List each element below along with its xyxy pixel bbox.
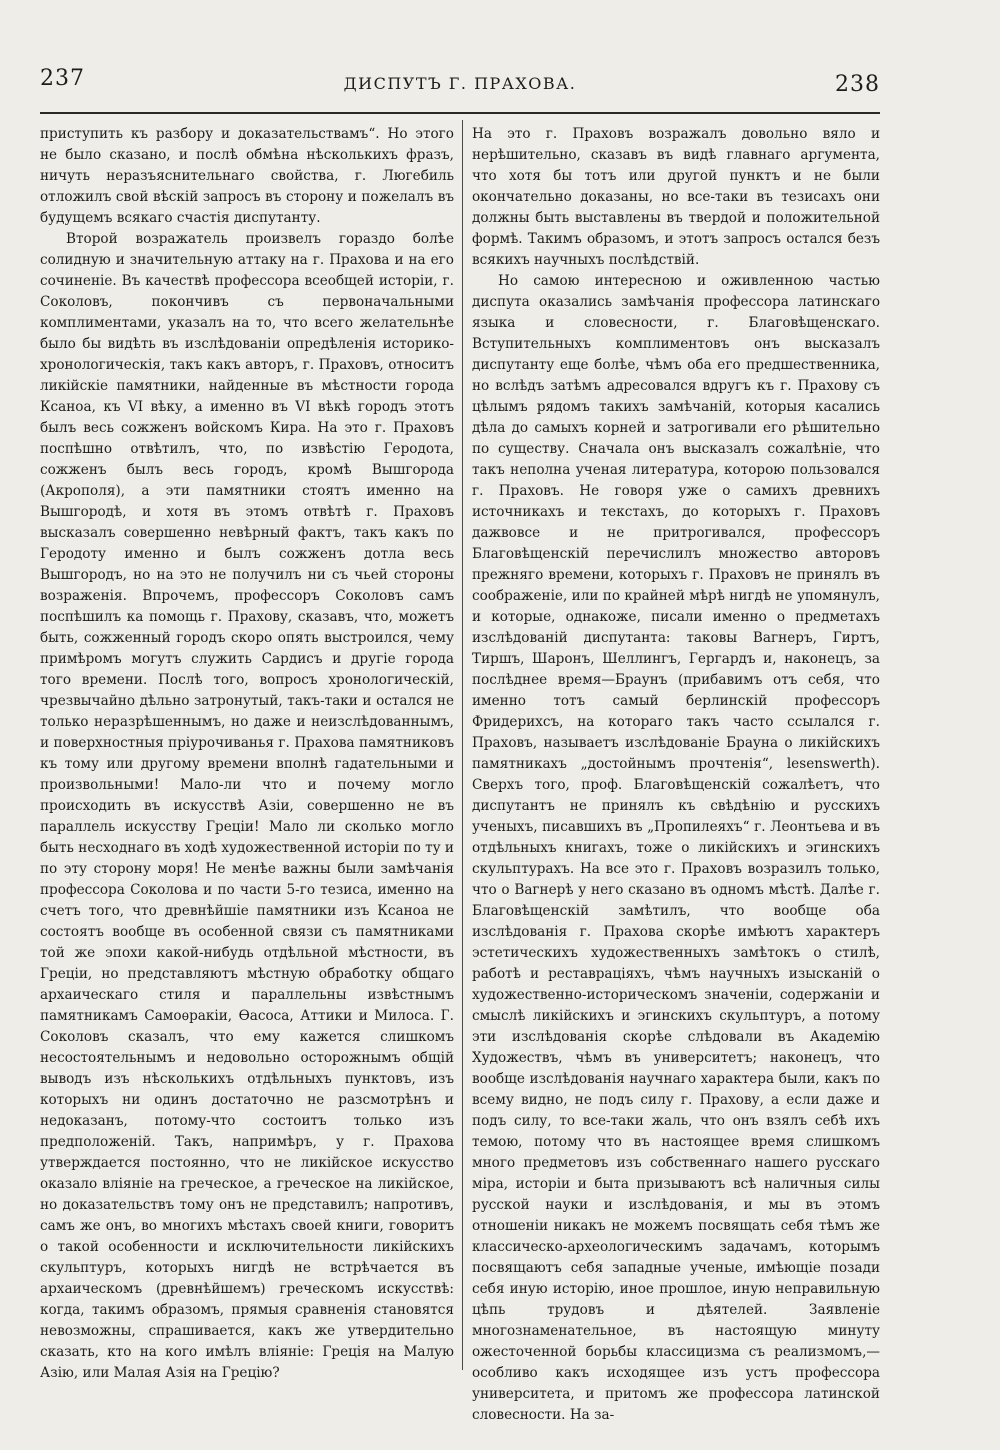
right-column <box>472 124 880 1426</box>
header-rule <box>40 112 880 114</box>
running-head <box>40 66 880 96</box>
column-divider <box>462 120 463 1370</box>
right-paragraph-1: На это г. Праховъ возражалъ довольно вяло и нерѣшительно, сказавъ въ видѣ главнаго аргумента, что хотя бы тотъ или другой пунктъ и не были окончательно доказаны, но все-таки въ тезисахъ они должны быть выставлены въ твердой и положительной формѣ. Такимъ образомъ, и этотъ запросъ остался безъ всякихъ научныхъ послѣдствій. <box>472 126 880 268</box>
running-title: ДИСПУТЪ Г. ПРАХОВА. <box>343 74 577 93</box>
page-number-right: 238 <box>835 72 880 97</box>
left-paragraph-2: Второй возражатель произвелъ гораздо болѣе солидную и значительную аттаку на г. Прахова и на его сочиненіе. Въ качествѣ профессора всеобщей исторіи, г. Соколовъ, покончивъ съ первоначальными комплиментами, указалъ на то, что всего желательнѣе было бы видѣть въ изслѣдованіи опредѣленія историко-хронологическія, такъ какъ авторъ, г. Праховъ, относитъ ликійскіе памятники, найденные въ мѣстности города Ксаноа, къ VI вѣку, а именно въ VI вѣкѣ городъ этотъ былъ весь сожженъ войскомъ Кира. На это г. Праховъ поспѣшно отвѣтилъ, что, по извѣстію Геродота, сожженъ былъ весь городъ, кромѣ Вышгорода (Акрополя), а эти памятники стоятъ именно на Вышгородѣ, и хотя въ этомъ отвѣтѣ г. Праховъ высказалъ совершенно невѣрный фактъ, такъ какъ по Геродоту именно и былъ сожженъ дотла весь Вышгородъ, но на это не получилъ ни съ чьей стороны возраженія. Впрочемъ, профессоръ Соколовъ самъ поспѣшилъ ка помощь г. Прахову, сказавъ, что, можетъ быть, сожженный городъ скоро опять выстроился, чему примѣромъ могутъ служить Сардисъ и другіе города того времени. Послѣ того, вопросъ хронологическій, чрезвычайно дѣльно затронутый, такъ-таки и остался не только неразрѣшеннымъ, но даже и неизслѣдованнымъ, и поверхностныя пріурочиванья г. Прахова памятниковъ къ тому или другому времени вполнѣ гадательными и произвольными! Мало-ли что и почему могло происходить въ искусствѣ Азіи, совершенно не въ параллель искусству Греціи! Мало ли сколько могло быть несходнаго въ ходѣ художественной исторіи по ту и по эту сторону моря! Не менѣе важны были замѣчанія профессора Соколова и по части 5-го тезиса, именно на счетъ того, что древнѣйшіе памятники изъ Ксаноа не состоятъ вообще въ особенной связи съ памятниками той же эпохи какой-нибудь отдѣльной мѣстности, въ Греціи, но представляютъ мѣстную обработку общаго архаическаго стиля и параллельны извѣстнымъ памятникамъ Самоѳракіи, Ѳасоса, Аттики и Милоса. Г. Соколовъ сказалъ, что ему кажется слишкомъ несостоятельнымъ и недовольно осторожнымъ общій выводъ изъ нѣсколькихъ отдѣльныхъ пунктовъ, изъ которыхъ ни одинъ достаточно не разсмотрѣнъ и недоказанъ, потому-что состоитъ только изъ предположеній. Такъ, напримѣръ, у г. Прахова утверждается постоянно, что не ликійское искусство оказало вліяніе на греческое, а греческое на ликійское, но доказательствъ тому онъ не представилъ; напротивъ, самъ же онъ, во многихъ мѣстахъ своей книги, говоритъ о такой особенности и исключительности ликійскихъ скульптуръ, которыхъ нигдѣ не встрѣчается въ архаическомъ (древнѣйшемъ) греческомъ искусствѣ: когда, такимъ образомъ, прямыя сравненія становятся невозможны, спрашивается, какъ же утвердительно сказать, кто на кого имѣлъ вліяніе: Греція на Малую Азію, или Малая Азія на Грецію? <box>40 231 454 1381</box>
page-number-left: 237 <box>40 66 85 91</box>
right-paragraph-2: Но самою интересною и оживленною частью диспута оказались замѣчанія профессора латинскаго языка и словесности, г. Благовѣщенскаго. Вступительныхъ комплиментовъ онъ высказалъ диспутанту еще болѣе, чѣмъ оба его предшественника, но вслѣдъ затѣмъ адресовался вдругъ къ г. Прахову съ цѣлымъ рядомъ такихъ замѣчаній, которыя касались дѣла до самыхъ корней и затрогивали его рѣшительно по существу. Сначала онъ высказалъ сожалѣніе, что такъ неполна ученая литература, которою пользовался г. Праховъ. Не говоря уже о самихъ древнихъ источникахъ и текстахъ, до которыхъ г. Праховъ дажвовсе и не притрогивался, профессоръ Благовѣщенскій перечислилъ множество авторовъ прежняго времени, которыхъ г. Праховъ не принялъ въ соображеніе, или по крайней мѣрѣ нигдѣ не упомянулъ, и которые, однакоже, писали именно о предметахъ изслѣдованій диспутанта: таковы Вагнеръ, Гиртъ, Тиршъ, Шаронъ, Шеллингъ, Гергардъ и, наконецъ, за послѣднее время—Браунъ (прибавимъ отъ себя, что именно тотъ самый берлинскій профессоръ Фридерихсъ, на котораго такъ часто ссылался г. Праховъ, называетъ изслѣдованіе Брауна о ликійскихъ памятникахъ „достойнымъ прочтенія“, lesenswerth). Сверхъ того, проф. Благовѣщенскій сожалѣетъ, что диспутантъ не принялъ къ свѣдѣнію и русскихъ ученыхъ, писавшихъ въ „Пропилеяхъ“ г. Леонтьева и въ отдѣльныхъ книгахъ, тоже о ликійскихъ и эгинскихъ скульптурахъ. На все это г. Праховъ возразилъ только, что о Вагнерѣ у него сказано въ одномъ мѣстѣ. Далѣе г. Благовѣщенскій замѣтилъ, что вообще оба изслѣдованія г. Прахова скорѣе имѣютъ характеръ эстетическихъ художественныхъ замѣтокъ о стилѣ, работѣ и реставраціяхъ, чѣмъ научныхъ изысканій о художественно-историческомъ значеніи, содержаніи и смыслѣ ликійскихъ и эгинскихъ скульптуръ, а потому эти изслѣдованія скорѣе слѣдовали въ Академію Художествъ, чѣмъ въ университетъ; наконецъ, что вообще изслѣдованія научнаго характера были, какъ по всему видно, не подъ силу г. Прахову, а если даже и подъ силу, то все-таки жаль, что онъ взялъ себѣ ихъ темою, потому что въ настоящее время слишкомъ много предметовъ изъ собственнаго нашего русскаго міра, исторіи и быта призываютъ всѣ наличныя силы русской науки и изслѣдованія, и мы въ этомъ отношеніи никакъ не можемъ посвящать себя тѣмъ же классическо-археологическимъ задачамъ, которымъ посвящаютъ себя западные ученые, имѣющіе позади себя иную исторію, иное прошлое, иную неправильную цѣпь трудовъ и дѣятелей. Заявленіе многознаменательное, въ настоящую минуту ожесточенной борьбы классицизма съ реализмомъ,—особливо какъ исходящее изъ устъ профессора университета, и притомъ же профессора латинской словесности. На за- <box>472 273 880 1423</box>
left-column <box>40 124 454 1384</box>
left-paragraph-1: приступить къ разбору и доказательствамъ“. Но этого не было сказано, и послѣ обмѣна нѣсколькихъ фразъ, ничуть неразъяснительнаго свойства, г. Люгебиль отложилъ свой вѣскій запросъ въ сторону и пожелалъ въ будущемъ всякаго счастія диспутанту. <box>40 126 454 226</box>
